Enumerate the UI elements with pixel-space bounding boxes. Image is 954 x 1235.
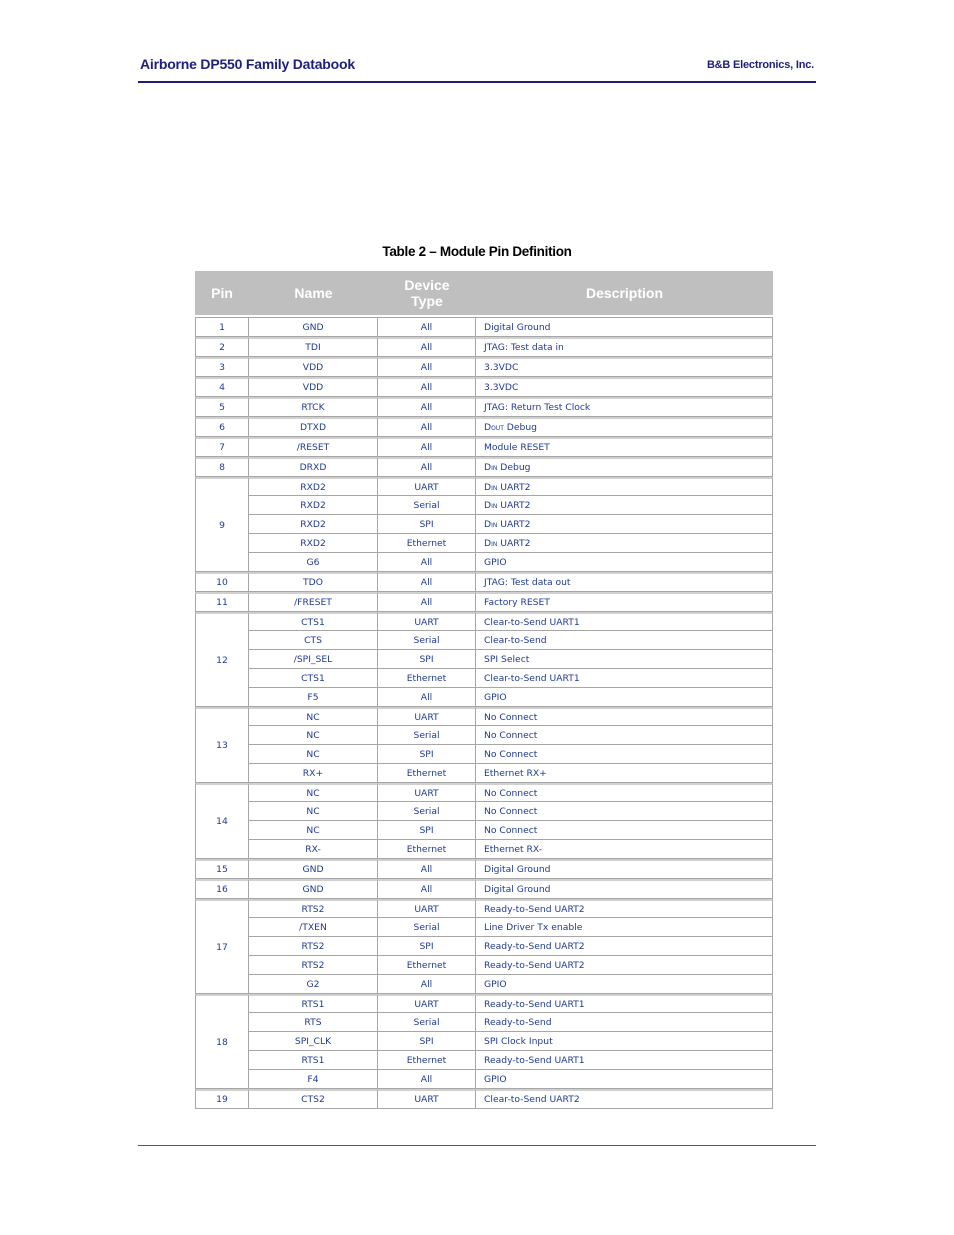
table-row (195, 631, 773, 650)
table-header-row (195, 271, 773, 317)
cell-device-type: SPI (378, 937, 476, 956)
cell-device-type: UART (378, 783, 476, 802)
description-subscript: OUT (491, 425, 504, 432)
cell-pin: 7 (195, 437, 249, 457)
cell-name: RX+ (249, 764, 378, 783)
cell-name: NC (249, 707, 378, 726)
cell-pin: 19 (195, 1089, 249, 1109)
table-row (195, 572, 773, 592)
cell-name: G2 (249, 975, 378, 994)
table-body (195, 317, 773, 1109)
column-header-pin: Pin (195, 271, 249, 317)
cell-description: Digital Ground (476, 317, 773, 337)
cell-description: Digital Ground (476, 859, 773, 879)
table-row (195, 879, 773, 899)
cell-device-type: SPI (378, 515, 476, 534)
table-row (195, 1051, 773, 1070)
cell-description: Ready-to-Send UART1 (476, 1051, 773, 1070)
cell-device-type: All (378, 357, 476, 377)
cell-description: Ethernet RX- (476, 840, 773, 859)
cell-description: Ready-to-Send (476, 1013, 773, 1032)
cell-description: Factory RESET (476, 592, 773, 612)
document-title: Airborne DP550 Family Databook (140, 56, 355, 72)
cell-name: NC (249, 802, 378, 821)
cell-device-type: UART (378, 477, 476, 496)
pin-definition-table (195, 271, 773, 1109)
cell-name: RTS2 (249, 956, 378, 975)
table-row (195, 377, 773, 397)
cell-pin: 2 (195, 337, 249, 357)
cell-device-type: Ethernet (378, 1051, 476, 1070)
cell-description (476, 457, 773, 477)
cell-description: Clear-to-Send UART2 (476, 1089, 773, 1109)
cell-pin: 4 (195, 377, 249, 397)
table-row (195, 707, 773, 726)
column-header-description: Description (476, 271, 773, 317)
cell-name: RXD2 (249, 496, 378, 515)
cell-name: /SPI_SEL (249, 650, 378, 669)
cell-device-type: All (378, 397, 476, 417)
cell-description: Ethernet RX+ (476, 764, 773, 783)
cell-name: CTS (249, 631, 378, 650)
cell-pin: 1 (195, 317, 249, 337)
cell-device-type: Ethernet (378, 840, 476, 859)
cell-name: /TXEN (249, 918, 378, 937)
cell-device-type: UART (378, 899, 476, 918)
cell-name: /RESET (249, 437, 378, 457)
cell-device-type: All (378, 975, 476, 994)
cell-device-type: SPI (378, 1032, 476, 1051)
cell-device-type: All (378, 337, 476, 357)
cell-description: JTAG: Return Test Clock (476, 397, 773, 417)
cell-description (476, 477, 773, 496)
cell-name: RTS (249, 1013, 378, 1032)
description-rest: UART2 (497, 481, 531, 493)
cell-name: RXD2 (249, 515, 378, 534)
table-row (195, 496, 773, 515)
cell-pin: 3 (195, 357, 249, 377)
cell-device-type: All (378, 417, 476, 437)
cell-pin: 14 (195, 783, 249, 859)
cell-description: Ready-to-Send UART2 (476, 937, 773, 956)
cell-name: CTS1 (249, 612, 378, 631)
cell-description: Ready-to-Send UART2 (476, 956, 773, 975)
cell-name: VDD (249, 357, 378, 377)
cell-pin: 10 (195, 572, 249, 592)
table-row (195, 802, 773, 821)
cell-device-type: SPI (378, 650, 476, 669)
cell-pin: 9 (195, 477, 249, 572)
table-row (195, 918, 773, 937)
cell-name: GND (249, 879, 378, 899)
cell-name: F5 (249, 688, 378, 707)
table-row (195, 1013, 773, 1032)
cell-description: No Connect (476, 707, 773, 726)
column-header-device-type (378, 271, 476, 317)
cell-description: Module RESET (476, 437, 773, 457)
cell-device-type: Serial (378, 631, 476, 650)
table-row (195, 783, 773, 802)
page-header (138, 52, 816, 83)
cell-name: TDI (249, 337, 378, 357)
cell-pin: 6 (195, 417, 249, 437)
cell-name: RXD2 (249, 534, 378, 553)
cell-device-type: All (378, 688, 476, 707)
table-row (195, 515, 773, 534)
cell-description: Clear-to-Send UART1 (476, 612, 773, 631)
table-row (195, 397, 773, 417)
cell-description: Line Driver Tx enable (476, 918, 773, 937)
cell-description (476, 515, 773, 534)
table-row (195, 994, 773, 1013)
cell-name: /FRESET (249, 592, 378, 612)
table-row (195, 437, 773, 457)
table-row (195, 840, 773, 859)
cell-device-type: All (378, 1070, 476, 1089)
cell-description: SPI Select (476, 650, 773, 669)
description-main: D (484, 518, 492, 530)
description-rest: Debug (497, 462, 531, 473)
table-row (195, 1089, 773, 1109)
cell-description: GPIO (476, 975, 773, 994)
cell-description: GPIO (476, 553, 773, 572)
cell-description: GPIO (476, 688, 773, 707)
table-row (195, 1070, 773, 1089)
table-row (195, 859, 773, 879)
footer-rule (138, 1145, 816, 1146)
cell-name: RX- (249, 840, 378, 859)
cell-description (476, 534, 773, 553)
column-header-name: Name (249, 271, 378, 317)
table-row (195, 745, 773, 764)
description-rest: Debug (503, 422, 537, 433)
description-subscript: IN (491, 540, 498, 548)
cell-name: TDO (249, 572, 378, 592)
cell-device-type: Serial (378, 1013, 476, 1032)
description-subscript: IN (491, 484, 498, 492)
cell-description: No Connect (476, 821, 773, 840)
table-row (195, 553, 773, 572)
table-row (195, 975, 773, 994)
description-main: D (484, 481, 492, 493)
cell-device-type: UART (378, 707, 476, 726)
description-main: D (484, 537, 492, 549)
table-row (195, 937, 773, 956)
cell-description (476, 496, 773, 515)
cell-name: GND (249, 317, 378, 337)
cell-description: SPI Clock Input (476, 1032, 773, 1051)
cell-device-type: All (378, 572, 476, 592)
cell-description: Clear-to-Send UART1 (476, 669, 773, 688)
cell-name: VDD (249, 377, 378, 397)
cell-description: Ready-to-Send UART2 (476, 899, 773, 918)
description-subscript: IN (491, 502, 498, 510)
table-caption: Table 2 – Module Pin Definition (382, 244, 572, 259)
cell-pin: 17 (195, 899, 249, 994)
table-row (195, 669, 773, 688)
cell-pin: 18 (195, 994, 249, 1089)
table-row (195, 764, 773, 783)
description-main: D (484, 462, 492, 473)
cell-description: Clear-to-Send (476, 631, 773, 650)
cell-name: NC (249, 726, 378, 745)
cell-device-type: Ethernet (378, 764, 476, 783)
cell-device-type: SPI (378, 821, 476, 840)
cell-pin: 5 (195, 397, 249, 417)
cell-description: 3.3VDC (476, 357, 773, 377)
cell-description: Digital Ground (476, 879, 773, 899)
cell-name: F4 (249, 1070, 378, 1089)
cell-pin: 8 (195, 457, 249, 477)
cell-device-type: Serial (378, 726, 476, 745)
table-row (195, 357, 773, 377)
cell-name: SPI_CLK (249, 1032, 378, 1051)
cell-name: GND (249, 859, 378, 879)
description-rest: UART2 (497, 537, 531, 549)
cell-description: No Connect (476, 726, 773, 745)
cell-device-type: All (378, 317, 476, 337)
table-row (195, 317, 773, 337)
cell-name: DRXD (249, 457, 378, 477)
cell-device-type: Ethernet (378, 669, 476, 688)
cell-name: G6 (249, 553, 378, 572)
cell-name: RTS2 (249, 899, 378, 918)
cell-description: No Connect (476, 802, 773, 821)
cell-description: 3.3VDC (476, 377, 773, 397)
cell-device-type: All (378, 457, 476, 477)
cell-description: JTAG: Test data out (476, 572, 773, 592)
cell-name: RTCK (249, 397, 378, 417)
cell-device-type: All (378, 592, 476, 612)
cell-name: RTS2 (249, 937, 378, 956)
table-row (195, 726, 773, 745)
cell-name: RXD2 (249, 477, 378, 496)
cell-name: RTS1 (249, 994, 378, 1013)
cell-device-type: UART (378, 1089, 476, 1109)
table-row (195, 899, 773, 918)
cell-device-type: All (378, 879, 476, 899)
cell-device-type: All (378, 437, 476, 457)
description-main: D (484, 422, 492, 433)
cell-pin: 16 (195, 879, 249, 899)
cell-device-type: Serial (378, 496, 476, 515)
cell-name: NC (249, 783, 378, 802)
table-row (195, 337, 773, 357)
company-name: B&B Electronics, Inc. (706, 59, 814, 71)
table-row (195, 956, 773, 975)
table-row (195, 477, 773, 496)
cell-name: DTXD (249, 417, 378, 437)
cell-pin: 15 (195, 859, 249, 879)
cell-device-type: All (378, 553, 476, 572)
table-row (195, 457, 773, 477)
table-row (195, 592, 773, 612)
cell-device-type: Ethernet (378, 534, 476, 553)
cell-device-type: SPI (378, 745, 476, 764)
column-header-device-type-label: Device Type (404, 277, 450, 309)
cell-description: No Connect (476, 783, 773, 802)
table-row (195, 612, 773, 631)
cell-description (476, 417, 773, 437)
cell-device-type: All (378, 859, 476, 879)
cell-device-type: Ethernet (378, 956, 476, 975)
table-row (195, 650, 773, 669)
description-subscript: IN (491, 521, 498, 529)
description-subscript: IN (491, 465, 498, 472)
table-row (195, 1032, 773, 1051)
cell-pin: 12 (195, 612, 249, 707)
cell-device-type: UART (378, 994, 476, 1013)
table-row (195, 688, 773, 707)
description-rest: UART2 (497, 518, 531, 530)
cell-device-type: UART (378, 612, 476, 631)
cell-description: Ready-to-Send UART1 (476, 994, 773, 1013)
cell-device-type: All (378, 377, 476, 397)
cell-name: RTS1 (249, 1051, 378, 1070)
cell-description: No Connect (476, 745, 773, 764)
cell-description: GPIO (476, 1070, 773, 1089)
description-rest: UART2 (497, 499, 531, 511)
cell-name: CTS1 (249, 669, 378, 688)
cell-pin: 13 (195, 707, 249, 783)
cell-device-type: Serial (378, 802, 476, 821)
table-row (195, 417, 773, 437)
cell-pin: 11 (195, 592, 249, 612)
cell-device-type: Serial (378, 918, 476, 937)
cell-name: CTS2 (249, 1089, 378, 1109)
description-main: D (484, 499, 492, 511)
cell-description: JTAG: Test data in (476, 337, 773, 357)
table-row (195, 534, 773, 553)
cell-name: NC (249, 745, 378, 764)
cell-name: NC (249, 821, 378, 840)
table-row (195, 821, 773, 840)
